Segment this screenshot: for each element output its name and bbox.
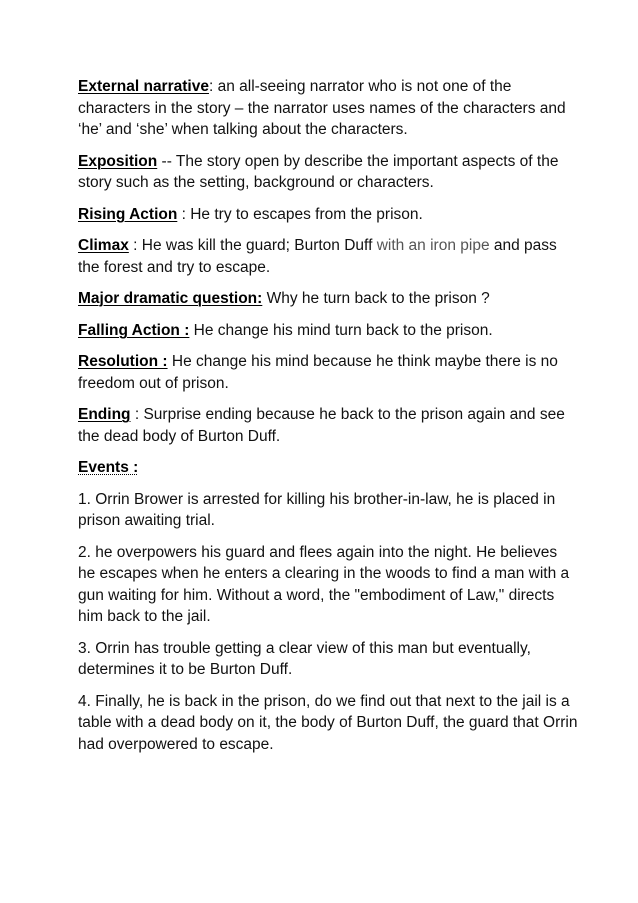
external-narrative-paragraph (78, 76, 578, 141)
event-item-3: 3. Orrin has trouble getting a clear view of this man but eventually, determines it to be Burton Duff. (78, 639, 531, 678)
ending-paragraph (78, 404, 578, 447)
major-dramatic-question-term: Major dramatic question: (78, 290, 263, 307)
document-page (78, 76, 578, 765)
event-item-1: 1. Orrin Brower is arrested for killing his brother-in-law, he is placed in prison awaiting trial. (78, 490, 556, 529)
external-narrative-term: External narrative (78, 78, 209, 95)
climax-text-grey: with an iron pipe (376, 237, 490, 254)
ending-term: Ending (78, 406, 131, 423)
external-narrative-text: : an all-seeing narrator who is not one of the characters in the story – the narrator uses names of the characters and ‘he’ and ‘she’ when talking about the characters. (78, 78, 566, 138)
falling-action-text: He change his mind turn back to the prison. (189, 321, 493, 339)
event-item-2: 2. he overpowers his guard and flees again into the night. He believes he escapes when he enters a clearing in the woods to find a man with a gun waiting for him. Without a word, the "embodiment of Law," directs him back to the jail. (78, 543, 570, 625)
climax-term: Climax (78, 237, 129, 254)
climax-text: : He was kill the guard; Burton Duff (128, 237, 377, 254)
exposition-text: -- The story open by describe the important aspects of the story such as the setting, background or characters. (78, 152, 559, 191)
events-heading-paragraph (78, 457, 578, 479)
event-item-4: 4. Finally, he is back in the prison, do we find out that next to the jail is a table with a dead body on it, the body of Burton Duff, the guard that Orrin had overpowered to escape. (78, 692, 578, 753)
exposition-term: Exposition (78, 152, 158, 170)
rising-action-term: Rising Action (78, 205, 178, 223)
climax-text-end: and pass the forest and try to escape. (78, 237, 557, 276)
climax-paragraph (78, 235, 578, 278)
resolution-text: He change his mind because he think maybe there is no freedom out of prison. (78, 353, 558, 392)
exposition-paragraph (78, 151, 578, 194)
ending-text: : Surprise ending because he back to the prison again and see the dead body of Burton Duff. (78, 406, 565, 445)
falling-action-term: Falling Action : (78, 321, 190, 339)
falling-action-paragraph (78, 320, 578, 342)
rising-action-paragraph (78, 204, 578, 226)
resolution-paragraph (78, 351, 578, 394)
major-dramatic-question-text: Why he turn back to the prison ? (262, 290, 490, 307)
resolution-term: Resolution : (78, 353, 168, 370)
major-dramatic-question-paragraph (78, 288, 578, 310)
events-heading: Events : (78, 459, 139, 476)
rising-action-text: : He try to escapes from the prison. (177, 205, 423, 223)
